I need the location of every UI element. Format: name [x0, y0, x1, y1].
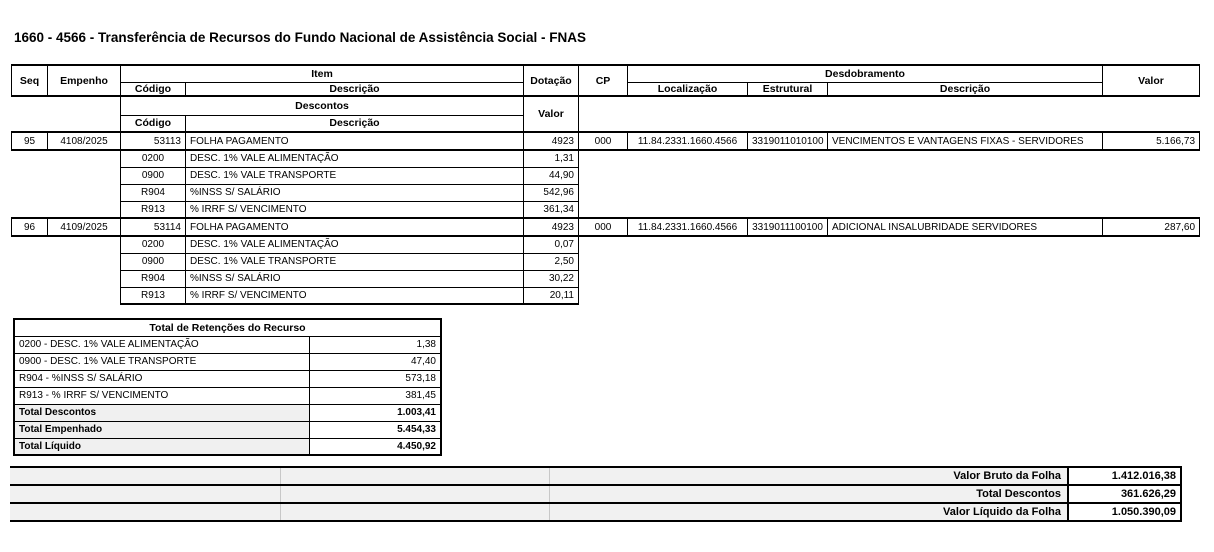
desconto-valor: 542,96 [524, 184, 579, 201]
cp-value: 000 [579, 218, 628, 236]
empty-cell [10, 467, 280, 485]
folha-summary-row [10, 485, 1181, 503]
desdobramento-descricao-value: VENCIMENTOS E VANTAGENS FIXAS - SERVIDORES [828, 132, 1103, 150]
desconto-row [12, 150, 1200, 167]
empenhos-table [11, 64, 1200, 305]
retencao-label: 0900 - DESC. 1% VALE TRANSPORTE [14, 353, 309, 370]
desconto-codigo: R904 [121, 270, 186, 287]
folha-value: 1.050.390,09 [1068, 503, 1181, 521]
desconto-valor: 44,90 [524, 167, 579, 184]
folha-value: 361.626,29 [1068, 485, 1181, 503]
folha-value: 1.412.016,38 [1068, 467, 1181, 485]
empty-cell [579, 150, 1200, 218]
header-seq: Seq [12, 65, 48, 96]
localizacao-value: 11.84.2331.1660.4566 [628, 132, 748, 150]
empenho-row [12, 132, 1200, 150]
header-estrutural: Estrutural [748, 82, 828, 96]
desconto-codigo: R913 [121, 287, 186, 304]
desconto-valor: 1,31 [524, 150, 579, 167]
empenho-value: 4109/2025 [48, 218, 121, 236]
retencao-value: 381,45 [309, 387, 441, 404]
seq-value: 95 [12, 132, 48, 150]
localizacao-value: 11.84.2331.1660.4566 [628, 218, 748, 236]
estrutural-value: 3319011010100 [748, 132, 828, 150]
retencoes-table [13, 318, 442, 456]
empenho-row [12, 218, 1200, 236]
header-desconto-descricao: Descrição [186, 115, 524, 132]
item-codigo-value: 53113 [121, 132, 186, 150]
empty-cell [12, 236, 121, 304]
retencao-value: 1,38 [309, 336, 441, 353]
desconto-descricao: DESC. 1% VALE TRANSPORTE [186, 253, 524, 270]
empty-cell [280, 503, 549, 521]
desconto-descricao: %INSS S/ SALÁRIO [186, 184, 524, 201]
empty-cell [579, 236, 1200, 304]
header-desdobramento: Desdobramento [628, 65, 1103, 82]
desdobramento-valor-value: 287,60 [1103, 218, 1200, 236]
item-codigo-value: 53114 [121, 218, 186, 236]
folha-label: Valor Líquido da Folha [549, 503, 1068, 521]
desconto-codigo: R904 [121, 184, 186, 201]
desconto-descricao: % IRRF S/ VENCIMENTO [186, 201, 524, 218]
retencao-value: 573,18 [309, 370, 441, 387]
item-descricao-value: FOLHA PAGAMENTO [186, 132, 524, 150]
folha-label: Valor Bruto da Folha [549, 467, 1068, 485]
empty-cell [12, 150, 121, 218]
retencoes-title-row [14, 319, 441, 336]
desconto-descricao: % IRRF S/ VENCIMENTO [186, 287, 524, 304]
empty-cell [10, 503, 280, 521]
header-item-descricao: Descrição [186, 82, 524, 96]
desconto-codigo: 0200 [121, 236, 186, 253]
desdobramento-valor-value: 5.166,73 [1103, 132, 1200, 150]
header-empenho: Empenho [48, 65, 121, 96]
dotacao-value: 4923 [524, 218, 579, 236]
header-dotacao: Dotação [524, 65, 579, 96]
empty-cell [10, 485, 280, 503]
empty-cell [280, 467, 549, 485]
desconto-valor: 30,22 [524, 270, 579, 287]
dotacao-value: 4923 [524, 132, 579, 150]
retencao-value: 47,40 [309, 353, 441, 370]
desconto-valor: 2,50 [524, 253, 579, 270]
header-descontos-valor: Valor [524, 96, 579, 132]
folha-summary-row [10, 503, 1181, 521]
total-label: Total Descontos [14, 404, 309, 421]
folha-summary-table [10, 466, 1182, 522]
header-desdobramento-descricao: Descrição [828, 82, 1103, 96]
header-desconto-codigo: Código [121, 115, 186, 132]
cp-value: 000 [579, 132, 628, 150]
retencao-row [14, 353, 441, 370]
retencoes-total-row [14, 438, 441, 455]
retencoes-title: Total de Retenções do Recurso [14, 319, 441, 336]
empty-cell [579, 96, 1200, 132]
desconto-descricao: DESC. 1% VALE TRANSPORTE [186, 167, 524, 184]
retencoes-total-row [14, 421, 441, 438]
seq-value: 96 [12, 218, 48, 236]
retencao-row [14, 370, 441, 387]
empty-cell [280, 485, 549, 503]
total-label: Total Líquido [14, 438, 309, 455]
total-value: 1.003,41 [309, 404, 441, 421]
folha-label: Total Descontos [549, 485, 1068, 503]
total-label: Total Empenhado [14, 421, 309, 438]
desconto-codigo: 0900 [121, 167, 186, 184]
desconto-descricao: DESC. 1% VALE ALIMENTAÇÃO [186, 236, 524, 253]
total-value: 5.454,33 [309, 421, 441, 438]
total-value: 4.450,92 [309, 438, 441, 455]
desconto-descricao: DESC. 1% VALE ALIMENTAÇÃO [186, 150, 524, 167]
desconto-row [12, 236, 1200, 253]
retencao-row [14, 336, 441, 353]
retencoes-total-row [14, 404, 441, 421]
desconto-valor: 0,07 [524, 236, 579, 253]
folha-summary-row [10, 467, 1181, 485]
header-item: Item [121, 65, 524, 82]
empenho-value: 4108/2025 [48, 132, 121, 150]
desconto-descricao: %INSS S/ SALÁRIO [186, 270, 524, 287]
desconto-codigo: 0200 [121, 150, 186, 167]
empty-cell [12, 96, 121, 132]
header-cp: CP [579, 65, 628, 96]
desconto-valor: 361,34 [524, 201, 579, 218]
retencao-label: 0200 - DESC. 1% VALE ALIMENTAÇÃO [14, 336, 309, 353]
header-valor-desdobramento: Valor [1103, 65, 1200, 96]
header-item-codigo: Código [121, 82, 186, 96]
desconto-valor: 20,11 [524, 287, 579, 304]
item-descricao-value: FOLHA PAGAMENTO [186, 218, 524, 236]
retencao-label: R904 - %INSS S/ SALÁRIO [14, 370, 309, 387]
desconto-codigo: 0900 [121, 253, 186, 270]
retencao-label: R913 - % IRRF S/ VENCIMENTO [14, 387, 309, 404]
header-descontos: Descontos [121, 96, 524, 115]
retencao-row [14, 387, 441, 404]
desconto-codigo: R913 [121, 201, 186, 218]
estrutural-value: 3319011100100 [748, 218, 828, 236]
header-localizacao: Localização [628, 82, 748, 96]
desdobramento-descricao-value: ADICIONAL INSALUBRIDADE SERVIDORES [828, 218, 1103, 236]
report-title: 1660 - 4566 - Transferência de Recursos do Fundo Nacional de Assistência Social - FNAS [14, 30, 586, 45]
